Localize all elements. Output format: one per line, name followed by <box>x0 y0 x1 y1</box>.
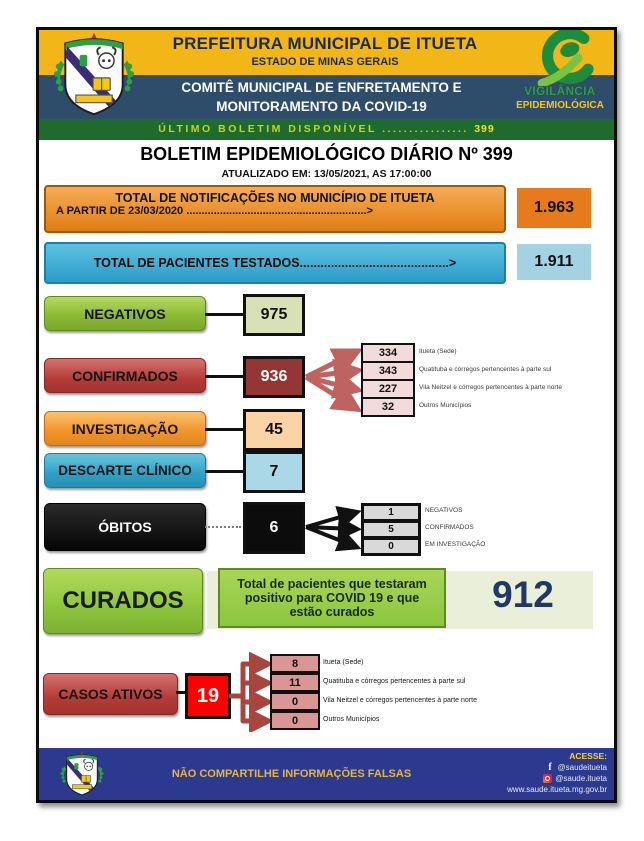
confirmed-value: 936 <box>243 356 305 398</box>
municipality-title: PREFEITURA MUNICIPAL DE ITUETA <box>172 34 478 53</box>
confirmed-breakdown-value: 227 <box>361 379 415 399</box>
notifications-bar <box>44 185 506 233</box>
active-breakdown-label: Outros Municípios <box>323 716 380 723</box>
active-cases-value: 19 <box>185 673 231 719</box>
access-label: ACESSE: <box>569 751 607 761</box>
confirmed-breakdown-value: 32 <box>361 397 415 417</box>
committee-title-line1: COMITÊ MUNICIPAL DE ENFRETAMENTO E <box>181 80 462 95</box>
website-url: www.saude.itueta.mg.gov.br <box>507 785 607 794</box>
cured-button: CURADOS <box>43 568 203 634</box>
deaths-breakdown-label: NEGATIVOS <box>425 507 463 514</box>
negatives-connector-line <box>205 313 243 316</box>
investigation-value: 45 <box>243 409 305 451</box>
vigilancia-logo <box>509 30 611 119</box>
deaths-breakdown-label: CONFIRMADOS <box>425 524 474 531</box>
active-breakdown-label: Vila Neitzel e córregos pertencentes à parte norte <box>323 697 477 704</box>
tested-bar: TOTAL DE PACIENTES TESTADOS...........................................> <box>44 242 506 284</box>
notifications-label-line1: TOTAL DE NOTIFICAÇÕES NO MUNICÍPIO DE ITUETA <box>115 191 435 205</box>
city-crest-icon <box>51 32 137 118</box>
clinical-discard-connector-line <box>205 470 243 473</box>
clinical-discard-button: DESCARTE CLÍNICO <box>44 453 206 488</box>
active-breakdown-value: 0 <box>270 692 320 711</box>
footer-access-block <box>507 751 607 795</box>
active-cases-bracket-arrows-icon <box>229 652 273 732</box>
deaths-fan-arrows-icon <box>304 500 364 554</box>
active-cases-button: CASOS ATIVOS <box>43 673 178 715</box>
active-breakdown-value: 0 <box>270 711 320 730</box>
deaths-breakdown-value: 5 <box>361 520 421 539</box>
committee-title-line2: MONITORAMENTO DA COVID-19 <box>216 99 427 114</box>
active-breakdown-label: Itueta (Sede) <box>323 659 364 666</box>
instagram-icon <box>543 774 552 783</box>
last-bulletin-label: ÚLTIMO BOLETIM DISPONÍVEL ................ <box>158 123 469 135</box>
vigilancia-label: VIGILÂNCIA <box>524 86 596 98</box>
negatives-value: 975 <box>243 294 305 336</box>
state-subtitle: ESTADO DE MINAS GERAIS <box>251 56 399 68</box>
facebook-handle: @saudeitueta <box>557 763 607 772</box>
confirmed-fan-arrows-icon <box>304 338 364 414</box>
vigilancia-logo-icon <box>509 30 611 86</box>
confirmed-connector-line <box>205 375 243 378</box>
active-breakdown-value: 11 <box>270 673 320 692</box>
deaths-breakdown-value: 1 <box>361 503 421 522</box>
city-crest-icon <box>59 751 105 797</box>
deaths-breakdown-value: 0 <box>361 537 421 556</box>
notifications-label-line2: A PARTIR DE 23/03/2020 ...........................................................> <box>56 205 373 217</box>
active-breakdown-label: Quatituba e córregos pertencentes à parte sul <box>323 678 466 685</box>
confirmed-breakdown-label: Quatituba e córregos pertencentes à parte sul <box>419 366 552 373</box>
deaths-connector-line <box>205 526 241 528</box>
active-cases-connector-line <box>176 691 185 694</box>
deaths-breakdown-label: EM INVESTIGAÇÃO <box>425 541 486 548</box>
investigation-connector-line <box>205 428 243 431</box>
confirmed-breakdown-label: Outros Municípios <box>419 402 472 409</box>
clinical-discard-value: 7 <box>243 451 305 493</box>
bulletin-title: BOLETIM EPIDEMIOLÓGICO DIÁRIO Nº 399 <box>140 144 513 164</box>
confirmed-breakdown-label: Vila Neitzel e córregos pertencentes à parte norte <box>419 384 562 391</box>
confirmed-breakdown-value: 334 <box>361 343 415 363</box>
bulletin-updated: ATUALIZADO EM: 13/05/2021, AS 17:00:00 <box>221 168 432 180</box>
confirmed-breakdown-label: Itueta (Sede) <box>419 348 457 355</box>
investigation-button: INVESTIGAÇÃO <box>44 411 206 446</box>
footer-banner <box>39 748 614 800</box>
negatives-button: NEGATIVOS <box>44 296 206 331</box>
deaths-button: ÓBITOS <box>44 503 206 551</box>
deaths-value: 6 <box>243 502 305 554</box>
epidemiologica-label: EPIDEMIOLÓGICA <box>516 100 604 111</box>
bulletin-page <box>36 27 617 803</box>
tested-value: 1.911 <box>517 244 591 280</box>
confirmed-breakdown-value: 343 <box>361 361 415 381</box>
active-breakdown-value: 8 <box>270 654 320 673</box>
last-bulletin-strip <box>39 119 614 140</box>
facebook-icon: f <box>548 762 552 773</box>
cured-value: 912 <box>492 574 554 615</box>
notifications-value: 1.963 <box>517 188 591 228</box>
confirmed-button: CONFIRMADOS <box>44 358 206 393</box>
footer-warning: NÃO COMPARTILHE INFORMAÇÕES FALSAS <box>171 768 412 780</box>
last-bulletin-number: 399 <box>474 123 495 135</box>
instagram-handle: @saude.itueta <box>555 774 607 783</box>
cured-description: Total de pacientes que testaram positivo para COVID 19 e que estão curados <box>218 568 446 628</box>
